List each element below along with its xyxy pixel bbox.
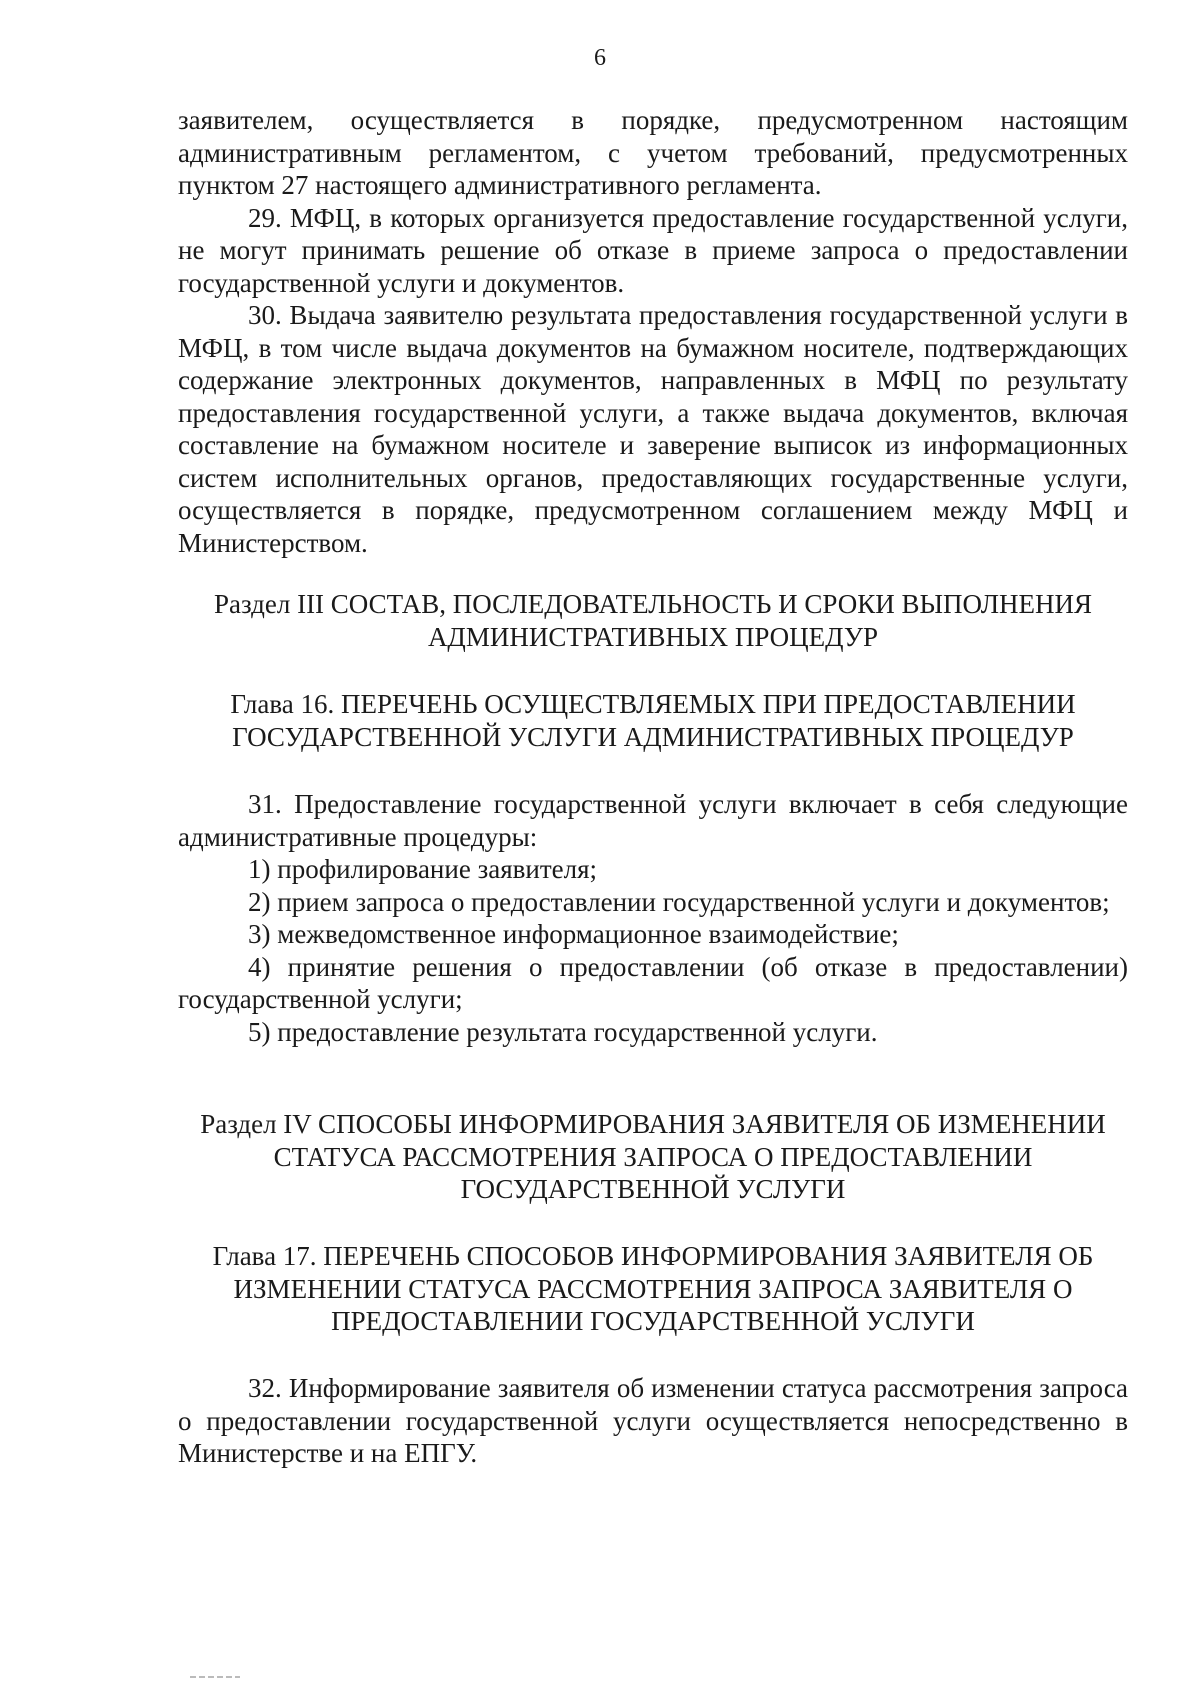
list-item-4: 4) принятие решения о предоставлении (об отказе в предоставлении) государственной услуги; <box>178 951 1128 1014</box>
section-4-heading: Раздел IV СПОСОБЫ ИНФОРМИРОВАНИЯ ЗАЯВИТЕЛЯ ОБ ИЗМЕНЕНИИ СТАТУСА РАССМОТРЕНИЯ ЗАПРОСА О ПРЕДОСТАВЛЕНИИ ГОСУДАРСТВЕННОЙ УСЛУГИ <box>200 1109 1106 1204</box>
body-section-2 <box>178 788 1128 1048</box>
paragraph-32: 32. Информирование заявителя об изменении статуса рассмотрения запроса о предоставлении государственной услуги осуществляется непосредственно в Министерстве и на ЕПГУ. <box>178 1373 1128 1468</box>
chapter-17-heading: Глава 17. ПЕРЕЧЕНЬ СПОСОБОВ ИНФОРМИРОВАНИЯ ЗАЯВИТЕЛЯ ОБ ИЗМЕНЕНИИ СТАТУСА РАССМОТРЕНИЯ ЗАПРОСА ЗАЯВИТЕЛЯ О ПРЕДОСТАВЛЕНИИ ГОСУДАРСТВЕННОЙ УСЛУГИ <box>212 1241 1094 1336</box>
body-section-3 <box>178 1372 1128 1470</box>
list-item-3: 3) межведомственное информационное взаимодействие; <box>248 919 899 949</box>
chapter-16-heading: Глава 16. ПЕРЕЧЕНЬ ОСУЩЕСТВЛЯЕМЫХ ПРИ ПРЕДОСТАВЛЕНИИ ГОСУДАРСТВЕННОЙ УСЛУГИ АДМИНИСТРАТИВНЫХ ПРОЦЕДУР <box>230 689 1076 752</box>
body-section-1 <box>178 104 1128 559</box>
list-item-2: 2) прием запроса о предоставлении государственной услуги и документов; <box>248 886 1110 917</box>
paragraph-continuation: заявителем, осуществляется в порядке, предусмотренном настоящим административным регламентом, с учетом требований, предусмотренных пунктом 27 настоящего административного регламента. <box>178 105 1128 200</box>
page-number: 6 <box>594 45 606 71</box>
list-item-1: 1) профилирование заявителя; <box>248 854 598 884</box>
paragraph-31: 31. Предоставление государственной услуги включает в себя следующие административные процедуры: <box>178 789 1128 852</box>
paragraph-30: 30. Выдача заявителю результата предоставления государственной услуги в МФЦ, в том числе выдача документов на бумажном носителе, подтверждающих содержание электронных документов, направленных в МФЦ по результату предоставления государственной услуги, а также выдача документов, включая составление на бумажном носителе и заверение выписок из информационных систем исполнительных органов, предоставляющих государственные услуги, осуществляется в порядке, предусмотренном соглашением между МФЦ и Министерством. <box>178 300 1128 558</box>
paragraph-29: 29. МФЦ, в которых организуется предоставление государственной услуги, не могут принимать решение об отказе в приеме запроса о предоставлении государственной услуги и документов. <box>178 202 1128 298</box>
scan-artifact <box>190 1676 240 1678</box>
list-item-5: 5) предоставление результата государственной услуги. <box>248 1016 878 1047</box>
section-3-heading: Раздел III СОСТАВ, ПОСЛЕДОВАТЕЛЬНОСТЬ И СРОКИ ВЫПОЛНЕНИЯ АДМИНИСТРАТИВНЫХ ПРОЦЕДУР <box>213 589 1093 652</box>
